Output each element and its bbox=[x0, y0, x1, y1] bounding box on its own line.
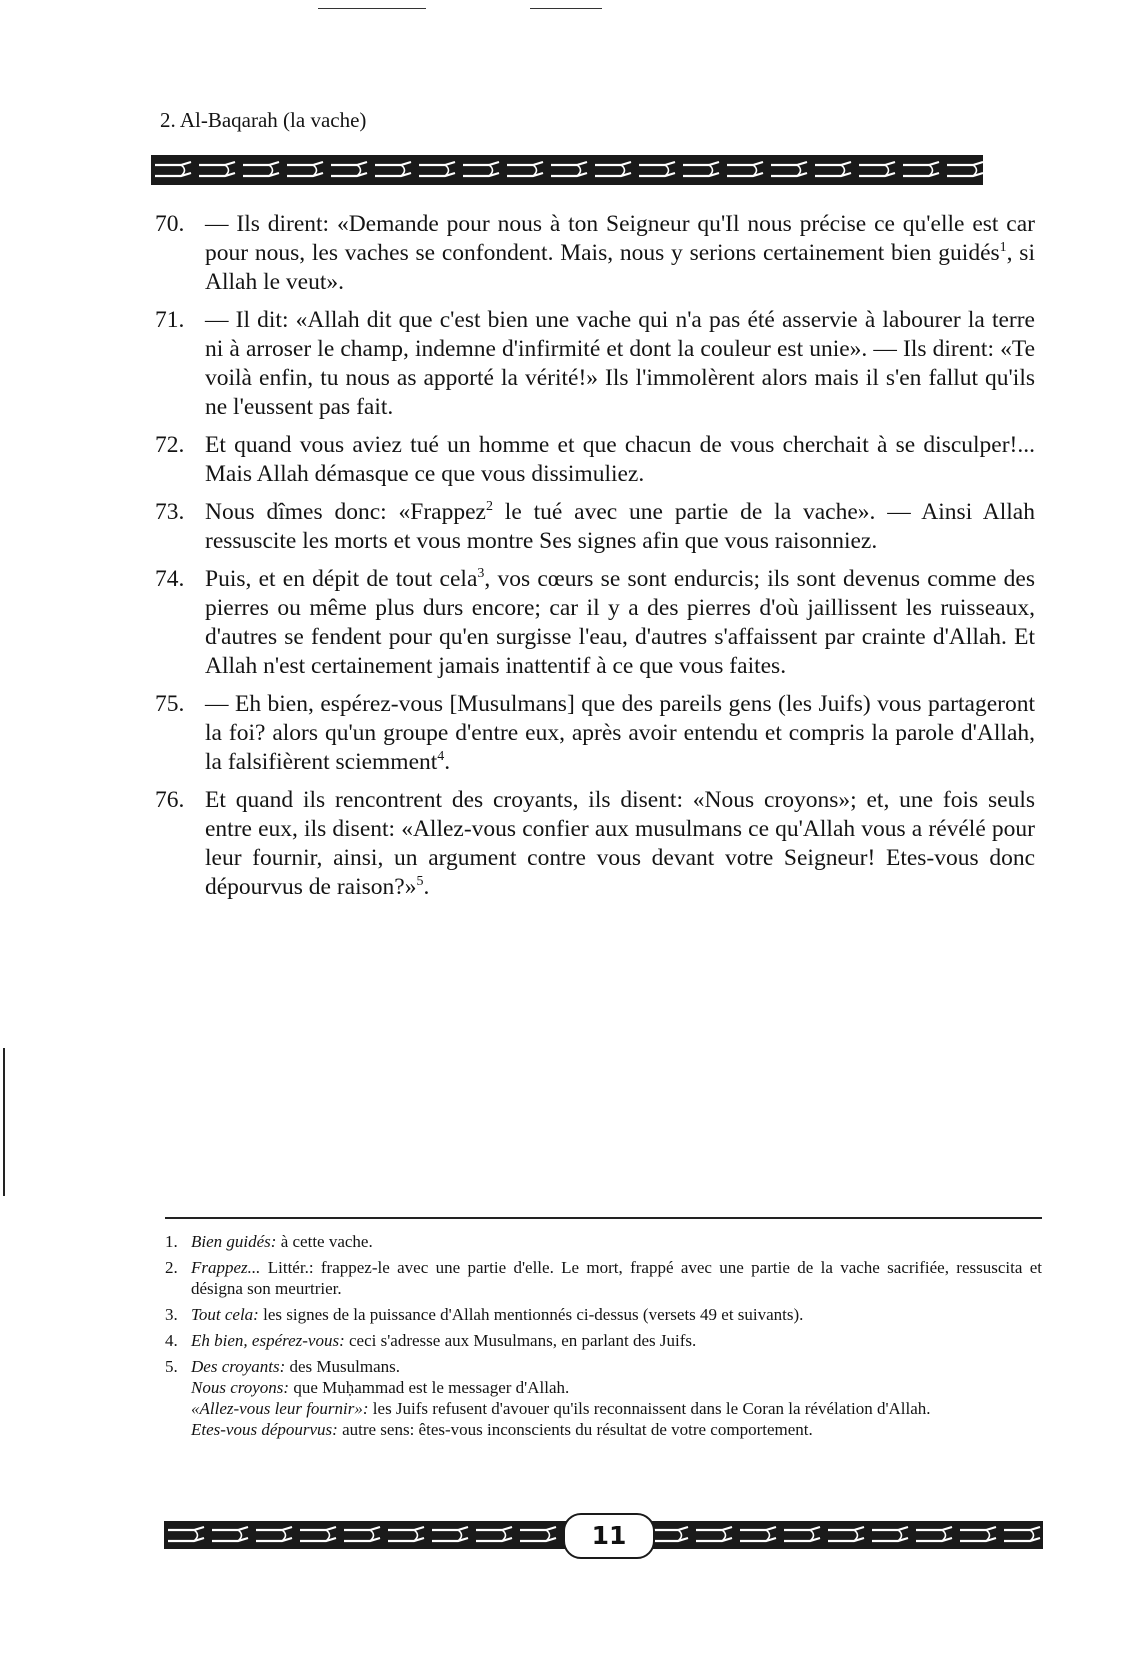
footnote-term: Tout cela: bbox=[191, 1305, 259, 1324]
verse-70 bbox=[155, 210, 1035, 297]
footnote-number: 1. bbox=[165, 1232, 178, 1251]
footnote-number: 3. bbox=[165, 1305, 178, 1324]
footnote-term: Frappez... bbox=[191, 1258, 261, 1277]
verse-75 bbox=[155, 690, 1035, 777]
page-header-title: 2. Al-Baqarah (la vache) bbox=[160, 108, 367, 132]
verses-section bbox=[155, 210, 1035, 911]
footnote-3 bbox=[165, 1304, 1042, 1325]
top-ornament-pattern bbox=[151, 155, 983, 185]
footnote-2 bbox=[165, 1257, 1042, 1299]
scan-margin-line bbox=[3, 1048, 5, 1196]
footnote-number: 4. bbox=[165, 1331, 178, 1350]
footnote-divider bbox=[165, 1217, 1042, 1219]
footnote-text: autre sens: êtes-vous inconscients du résultat de votre comportement. bbox=[337, 1420, 813, 1439]
top-ornament-band bbox=[151, 155, 983, 185]
verse-number: 71. bbox=[155, 307, 185, 333]
top-rule-left bbox=[318, 8, 426, 9]
footnote-ref: 3 bbox=[477, 566, 485, 582]
footnote-number: 2. bbox=[165, 1258, 178, 1277]
footnote-term: Bien guidés: bbox=[191, 1232, 277, 1251]
footnote-term: Eh bien, espérez-vous: bbox=[191, 1331, 345, 1350]
footnote-ref: 4 bbox=[437, 749, 445, 765]
footnote-term: Etes-vous dépourvus: bbox=[191, 1420, 338, 1439]
footnotes-section bbox=[165, 1231, 1042, 1445]
verse-74 bbox=[155, 565, 1035, 681]
verse-text: Puis, et en dépit de tout cela$^3$, vos cœurs se sont endurcis; ils sont devenus comme des pierres ou même plus durs encore; car il y a des pierres d'où jaillissent les ruisseaux, d'autres se fendent pour qu'en surgisse l'eau, d'autres s'affaissent par crainte d'Allah. Et Allah n'est certainement jamais inattentif à ce que vous faites. bbox=[205, 566, 1035, 679]
verse-71 bbox=[155, 306, 1035, 422]
verse-76 bbox=[155, 786, 1035, 902]
footnote-ref: 1 bbox=[999, 240, 1007, 256]
footnote-term: Des croyants: bbox=[191, 1357, 286, 1376]
verse-number: 70. bbox=[155, 211, 185, 237]
footnote-text: Littér.: frappez-le avec une partie d'elle. Le mort, frappé avec une partie de la vache sacrifiée, ressuscita et désigna son meurtrier. bbox=[191, 1258, 1042, 1298]
footnote-term: «Allez-vous leur fournir»: bbox=[191, 1399, 369, 1418]
verse-number: 73. bbox=[155, 499, 185, 525]
footnote-number: 5. bbox=[165, 1357, 178, 1376]
footnote-text: les signes de la puissance d'Allah mentionnés ci-dessus (versets 49 et suivants). bbox=[258, 1305, 804, 1324]
footnote-ref: 2 bbox=[485, 499, 493, 515]
page-number: 11 bbox=[563, 1513, 655, 1559]
footnote-text: des Musulmans. bbox=[285, 1357, 401, 1376]
verse-text: — Eh bien, espérez-vous [Musulmans] que des pareils gens (les Juifs) vous partageront la foi? alors qu'un groupe d'entre eux, après avoir entendu et compris la parole d'Allah, la falsifièrent sciemment$^4$. bbox=[205, 691, 1035, 775]
footnote-term: Nous croyons: bbox=[191, 1378, 290, 1397]
verse-text: — Il dit: «Allah dit que c'est bien une vache qui n'a pas été asservie à labourer la terre ni à arroser le champ, indemne d'infirmité et dont la couleur est unie». — Ils dirent: «Te voilà enfin, tu nous as apporté la vérité!» Ils l'immolèrent alors mais il s'en fallut qu'ils ne l'eussent pas fait. bbox=[205, 307, 1035, 420]
verse-number: 72. bbox=[155, 432, 185, 458]
footnote-text: ceci s'adresse aux Musulmans, en parlant des Juifs. bbox=[344, 1331, 697, 1350]
footnote-text: que Muḥammad est le messager d'Allah. bbox=[289, 1378, 570, 1397]
footnote-text: les Juifs refusent d'avouer qu'ils reconnaissent dans le Coran la révélation d'Allah. bbox=[368, 1399, 931, 1418]
verse-text: Et quand ils rencontrent des croyants, ils disent: «Nous croyons»; et, une fois seuls entre eux, ils disent: «Allez-vous confier aux musulmans ce qu'Allah vous a révélé pour leur fournir, ainsi, un argument contre vous devant votre Seigneur! Etes-vous donc dépourvus de raison?»$^5$. bbox=[205, 787, 1035, 900]
footnote-ref: 5 bbox=[416, 874, 424, 890]
verse-text: — Ils dirent: «Demande pour nous à ton Seigneur qu'Il nous précise ce qu'elle est car pour nous, les vaches se confondent. Mais, nous y serions certainement bien guidés$^1$, si Allah le veut». bbox=[205, 211, 1035, 295]
verse-text: Et quand vous aviez tué un homme et que chacun de vous cherchait à se disculper!... Mais Allah démasque ce que vous dissimuliez. bbox=[205, 432, 1035, 487]
footnote-4 bbox=[165, 1330, 1042, 1351]
verse-number: 76. bbox=[155, 787, 185, 813]
footnote-1 bbox=[165, 1231, 1042, 1252]
verse-number: 75. bbox=[155, 691, 185, 717]
footnote-text: à cette vache. bbox=[276, 1232, 373, 1251]
top-rule-right bbox=[530, 8, 602, 9]
verse-text: Nous dîmes donc: «Frappez$^2$ le tué avec une partie de la vache». — Ainsi Allah ressuscite les morts et vous montre Ses signes afin que vous raisonniez. bbox=[205, 499, 1035, 554]
verse-72 bbox=[155, 431, 1035, 489]
footnote-5 bbox=[165, 1356, 1042, 1440]
verse-number: 74. bbox=[155, 566, 185, 592]
verse-73 bbox=[155, 498, 1035, 556]
